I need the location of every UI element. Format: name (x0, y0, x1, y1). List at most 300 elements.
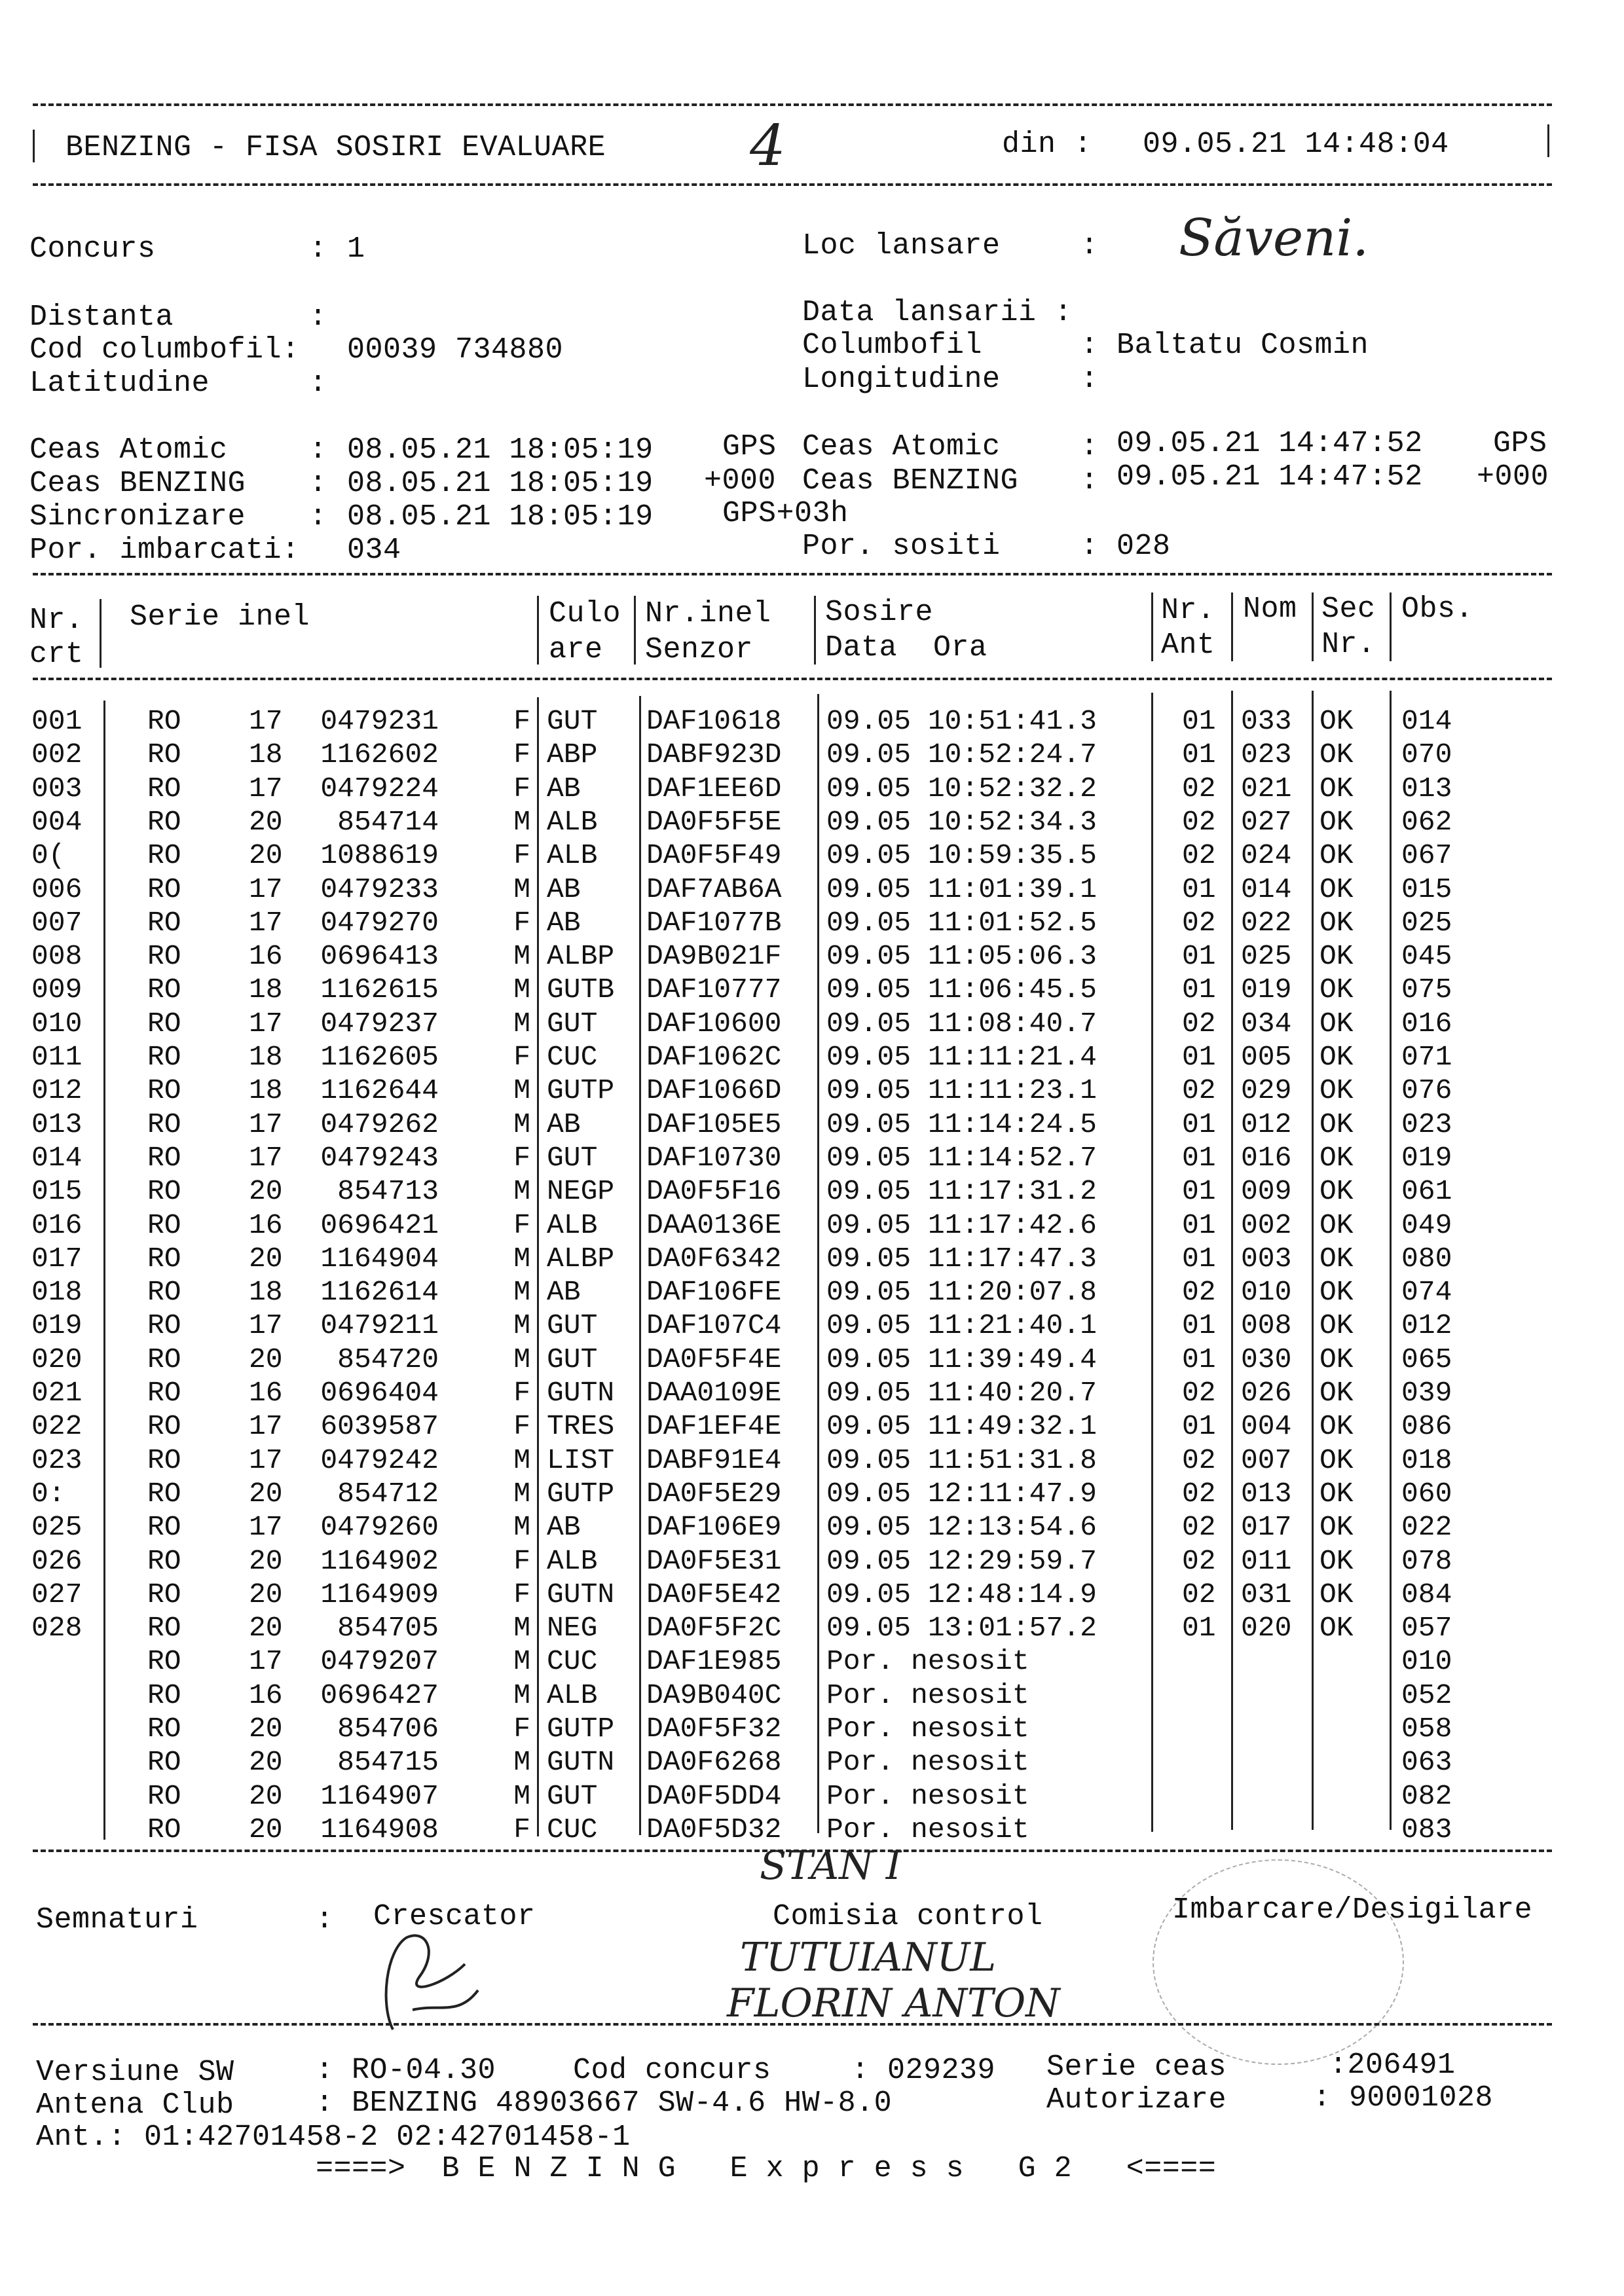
cell-country: RO (147, 1478, 181, 1510)
cell-arrival: 09.05 12:11:47.9 (826, 1478, 1097, 1510)
cell-antenna: 01 (1182, 1209, 1216, 1241)
cell-arrival: 09.05 11:21:40.1 (826, 1309, 1097, 1341)
cell-arrival: 09.05 11:08:40.7 (826, 1008, 1097, 1040)
cell-antenna: 01 (1182, 1108, 1216, 1140)
loc-lansare-sep: : (1080, 229, 1099, 263)
cell-sex: M (513, 1511, 530, 1543)
cell-color: GUT (547, 1309, 598, 1341)
cell-sex: F (513, 1410, 530, 1442)
table-row (0, 875, 1624, 909)
cell-arrival: 09.05 11:11:21.4 (826, 1041, 1097, 1073)
cell-year: 17 (249, 1008, 283, 1040)
cell-ring: 854720 (337, 1343, 439, 1376)
cell-arrival: 09.05 11:01:52.5 (826, 907, 1097, 939)
serie-ceas-value: :206491 (1329, 2049, 1456, 2082)
cell-year: 17 (249, 907, 283, 939)
cell-nr: 012 (31, 1074, 83, 1106)
cell-nr: 017 (31, 1243, 83, 1275)
cell-sex: F (513, 1545, 530, 1577)
table-row (0, 707, 1624, 740)
cell-antenna: 02 (1182, 1578, 1216, 1611)
cell-country: RO (147, 1410, 181, 1442)
cell-nr: 001 (31, 705, 83, 737)
col-header-nom: Nom (1243, 592, 1297, 626)
cell-sensor: DAF1E985 (646, 1645, 782, 1677)
versiune-label: Versiune SW (36, 2056, 234, 2089)
cell-nr: 027 (31, 1578, 83, 1611)
col-header-culo: Culo (549, 597, 621, 630)
cell-color: CUC (547, 1041, 598, 1073)
cell-sex: M (513, 1444, 530, 1476)
cell-arrival: Por. nesosit (826, 1679, 1029, 1711)
cell-year: 20 (249, 1578, 283, 1611)
cell-arrival: 09.05 10:52:32.2 (826, 773, 1097, 805)
cell-arrival: Por. nesosit (826, 1746, 1029, 1778)
cell-arrival: Por. nesosit (826, 1645, 1029, 1677)
latitudine-sep: : (309, 367, 327, 400)
cell-nr: 008 (31, 940, 83, 972)
cell-nom: 005 (1241, 1041, 1292, 1073)
cell-sensor: DAF1077B (646, 907, 782, 939)
cell-obs: 019 (1401, 1142, 1452, 1174)
cell-country: RO (147, 705, 181, 737)
cell-country: RO (147, 1444, 181, 1476)
cell-sex: F (513, 1142, 530, 1174)
cell-year: 20 (249, 1780, 283, 1812)
col-header-ant: Ant (1161, 629, 1215, 662)
club-stamp (1153, 1859, 1404, 2065)
cell-antenna: 02 (1182, 839, 1216, 871)
table-row (0, 1110, 1624, 1144)
serie-ceas-label: Serie ceas (1046, 2050, 1227, 2084)
info-divider (33, 573, 1552, 575)
cell-ring: 1088619 (320, 839, 439, 871)
table-header-divider (33, 678, 1552, 680)
col-header-are: are (549, 633, 603, 666)
hsep-sosire (1151, 592, 1153, 661)
cell-obs: 067 (1401, 839, 1452, 871)
cell-color: GUTB (547, 974, 615, 1006)
hsep-sec (1390, 592, 1392, 661)
cell-year: 17 (249, 1108, 283, 1140)
cell-nr: 028 (31, 1612, 83, 1644)
cell-antenna: 02 (1182, 1444, 1216, 1476)
cell-color: GUT (547, 1343, 598, 1376)
signature-divider (33, 2023, 1552, 2026)
col-header-serie: Serie inel (130, 600, 310, 634)
cell-arrival: 09.05 11:17:42.6 (826, 1209, 1097, 1241)
cell-sensor: DA0F5F5E (646, 806, 782, 838)
cell-ring: 854713 (337, 1175, 439, 1207)
cell-sex: M (513, 1243, 530, 1275)
signatures-sep: : (316, 1903, 334, 1937)
cell-sensor: DA0F5E29 (646, 1478, 782, 1510)
header-right-bar (1547, 124, 1549, 157)
cell-color: GUTP (547, 1074, 615, 1106)
cell-sensor: DA0F5F49 (646, 839, 782, 871)
cell-color: AB (547, 1108, 581, 1140)
cell-arrival: 09.05 10:52:24.7 (826, 738, 1097, 771)
cell-nr: 020 (31, 1343, 83, 1376)
cell-ring: 854715 (337, 1746, 439, 1778)
cell-obs: 071 (1401, 1041, 1452, 1073)
cell-year: 17 (249, 1309, 283, 1341)
cell-obs: 063 (1401, 1746, 1452, 1778)
cell-country: RO (147, 1545, 181, 1577)
cell-sex: F (513, 1578, 530, 1611)
cell-nr: 009 (31, 974, 83, 1006)
cell-year: 18 (249, 974, 283, 1006)
cell-arrival: 09.05 12:29:59.7 (826, 1545, 1097, 1577)
cell-antenna: 02 (1182, 1008, 1216, 1040)
cell-nr: 019 (31, 1309, 83, 1341)
cell-nr: 003 (31, 773, 83, 805)
antena-label: Antena Club (36, 2088, 234, 2122)
cell-country: RO (147, 1343, 181, 1376)
cell-sec: OK (1320, 1108, 1354, 1140)
cell-sensor: DA0F6342 (646, 1243, 782, 1275)
cell-sec: OK (1320, 1175, 1354, 1207)
cell-nr: 006 (31, 873, 83, 905)
cell-country: RO (147, 1645, 181, 1677)
ceas-benzing-right-suffix: +000 (1477, 460, 1549, 494)
cell-color: GUTN (547, 1377, 615, 1409)
cell-nr: 013 (31, 1108, 83, 1140)
cell-country: RO (147, 1780, 181, 1812)
cell-ring: 854712 (337, 1478, 439, 1510)
table-row (0, 1043, 1624, 1076)
cell-nom: 026 (1241, 1377, 1292, 1409)
cell-nom: 022 (1241, 907, 1292, 939)
cell-year: 20 (249, 1478, 283, 1510)
cell-year: 17 (249, 873, 283, 905)
cell-color: GUTN (547, 1578, 615, 1611)
cell-country: RO (147, 940, 181, 972)
cell-ring: 0696427 (320, 1679, 439, 1711)
cell-sensor: DAF10600 (646, 1008, 782, 1040)
cell-sensor: DAF1062C (646, 1041, 782, 1073)
cell-sex: F (513, 1041, 530, 1073)
table-row (0, 1345, 1624, 1379)
cell-ring: 1162644 (320, 1074, 439, 1106)
cell-sensor: DA0F5E31 (646, 1545, 782, 1577)
cell-year: 18 (249, 738, 283, 771)
cell-arrival: 09.05 11:14:52.7 (826, 1142, 1097, 1174)
cell-sensor: DA9B040C (646, 1679, 782, 1711)
data-lansarii-label: Data lansarii : (802, 296, 1073, 329)
cell-year: 20 (249, 1545, 283, 1577)
cell-country: RO (147, 1209, 181, 1241)
cell-year: 17 (249, 1645, 283, 1677)
cell-country: RO (147, 1679, 181, 1711)
cell-nom: 008 (1241, 1309, 1292, 1341)
table-row (0, 1245, 1624, 1278)
cell-sensor: DA9B021F (646, 940, 782, 972)
cell-year: 17 (249, 705, 283, 737)
cell-obs: 022 (1401, 1511, 1452, 1543)
hsep-serie (537, 596, 539, 665)
cell-country: RO (147, 1578, 181, 1611)
cell-obs: 016 (1401, 1008, 1452, 1040)
cell-country: RO (147, 1813, 181, 1846)
date-value: 09.05.21 14:48:04 (1143, 128, 1449, 161)
table-row (0, 1681, 1624, 1715)
table-row (0, 1177, 1624, 1211)
ceas-atomic-left-value: 08.05.21 18:05:19 (347, 433, 654, 467)
cell-sex: F (513, 1813, 530, 1846)
header-divider (33, 183, 1552, 186)
cell-sex: M (513, 1780, 530, 1812)
cell-color: GUTP (547, 1478, 615, 1510)
cell-ring: 0479233 (320, 873, 439, 905)
table-row (0, 1412, 1624, 1446)
cell-sensor: DAF107C4 (646, 1309, 782, 1341)
ceas-atomic-right-sep: : (1080, 430, 1099, 464)
cell-ring: 1162615 (320, 974, 439, 1006)
cell-color: ALB (547, 1679, 598, 1711)
cell-obs: 012 (1401, 1309, 1452, 1341)
cell-nom: 004 (1241, 1410, 1292, 1442)
table-row (0, 1278, 1624, 1311)
ceas-benzing-sep: : (309, 467, 327, 500)
cell-color: AB (547, 1276, 581, 1308)
hsep-nom (1312, 592, 1314, 661)
cell-antenna: 01 (1182, 1410, 1216, 1442)
cell-nom: 029 (1241, 1074, 1292, 1106)
cell-country: RO (147, 1175, 181, 1207)
cell-sec: OK (1320, 1041, 1354, 1073)
cell-color: ALBP (547, 940, 615, 972)
cell-ring: 0479262 (320, 1108, 439, 1140)
cell-nom: 010 (1241, 1276, 1292, 1308)
cell-color: CUC (547, 1813, 598, 1846)
cell-obs: 074 (1401, 1276, 1452, 1308)
ceas-benzing-left-suffix: +000 (704, 464, 777, 498)
cell-arrival: 09.05 10:52:34.3 (826, 806, 1097, 838)
cell-country: RO (147, 839, 181, 871)
table-row (0, 1715, 1624, 1748)
col-header-sec-nr: Nr. (1321, 628, 1376, 661)
col-header-crt: crt (29, 638, 84, 671)
cell-sec: OK (1320, 1074, 1354, 1106)
sincronizare-suffix: GPS+03h (722, 497, 849, 530)
cell-color: AB (547, 773, 581, 805)
cell-country: RO (147, 1713, 181, 1745)
cell-obs: 057 (1401, 1612, 1452, 1644)
cell-ring: 0696413 (320, 940, 439, 972)
cell-arrival: Por. nesosit (826, 1813, 1029, 1846)
table-row (0, 975, 1624, 1009)
cell-arrival: 09.05 11:49:32.1 (826, 1410, 1097, 1442)
cell-sex: F (513, 1713, 530, 1745)
ceas-atomic-left-suffix: GPS (722, 430, 777, 464)
cell-nr: 025 (31, 1511, 83, 1543)
table-row (0, 1480, 1624, 1513)
cell-obs: 065 (1401, 1343, 1452, 1376)
cell-year: 17 (249, 773, 283, 805)
cell-nr: 021 (31, 1377, 83, 1409)
cell-antenna: 01 (1182, 1142, 1216, 1174)
cell-year: 16 (249, 1679, 283, 1711)
cell-year: 20 (249, 1612, 283, 1644)
cell-sensor: DA0F5E42 (646, 1578, 782, 1611)
cell-obs: 070 (1401, 738, 1452, 771)
por-sositi-sep: : (1080, 530, 1099, 563)
cell-antenna: 02 (1182, 1511, 1216, 1543)
cell-country: RO (147, 1008, 181, 1040)
cell-nom: 031 (1241, 1578, 1292, 1611)
cell-sensor: DAF10618 (646, 705, 782, 737)
cell-nom: 021 (1241, 773, 1292, 805)
cell-sex: M (513, 1343, 530, 1376)
cell-sec: OK (1320, 806, 1354, 838)
cell-country: RO (147, 1309, 181, 1341)
cell-sec: OK (1320, 1343, 1354, 1376)
cell-sex: F (513, 1209, 530, 1241)
table-row (0, 1547, 1624, 1580)
cell-nom: 023 (1241, 738, 1292, 771)
cell-sec: OK (1320, 1444, 1354, 1476)
cell-ring: 1164904 (320, 1243, 439, 1275)
distanta-sep: : (309, 301, 327, 334)
table-row (0, 841, 1624, 875)
cell-ring: 0696404 (320, 1377, 439, 1409)
cell-color: CUC (547, 1645, 598, 1677)
cell-sec: OK (1320, 1209, 1354, 1241)
hsep-nr (100, 599, 101, 668)
cell-color: ALB (547, 806, 598, 838)
antenna-ids: Ant.: 01:42701458-2 02:42701458-1 (36, 2121, 631, 2154)
cell-country: RO (147, 1377, 181, 1409)
cell-sensor: DA0F5F16 (646, 1175, 782, 1207)
cell-antenna: 01 (1182, 974, 1216, 1006)
cell-sex: F (513, 738, 530, 771)
versiune-value: : RO-04.30 (316, 2054, 496, 2087)
cell-arrival: 09.05 13:01:57.2 (826, 1612, 1097, 1644)
cell-color: NEGP (547, 1175, 615, 1207)
report-title: BENZING - FISA SOSIRI EVALUARE (65, 131, 606, 164)
cell-arrival: Por. nesosit (826, 1780, 1029, 1812)
cell-country: RO (147, 873, 181, 905)
cell-arrival: 09.05 11:51:31.8 (826, 1444, 1097, 1476)
cell-country: RO (147, 1074, 181, 1106)
cell-country: RO (147, 773, 181, 805)
cell-sec: OK (1320, 1545, 1354, 1577)
col-header-sec: Sec (1321, 592, 1376, 626)
cell-nr: 0: (31, 1478, 65, 1510)
imbarcare-label: Imbarcare/Desigilare (1172, 1893, 1533, 1927)
cell-arrival: 09.05 11:01:39.1 (826, 873, 1097, 905)
cell-sex: M (513, 1645, 530, 1677)
page-number-handwritten: 4 (750, 113, 786, 179)
cell-sex: M (513, 1679, 530, 1711)
cell-ring: 0479224 (320, 773, 439, 805)
table-row (0, 1580, 1624, 1614)
cell-ring: 854705 (337, 1612, 439, 1644)
cell-ring: 1164908 (320, 1813, 439, 1846)
cell-obs: 039 (1401, 1377, 1452, 1409)
cell-arrival: 09.05 10:59:35.5 (826, 839, 1097, 871)
cell-year: 16 (249, 1209, 283, 1241)
cell-obs: 025 (1401, 907, 1452, 939)
cell-sex: F (513, 839, 530, 871)
cell-color: TRES (547, 1410, 615, 1442)
cell-sex: F (513, 907, 530, 939)
ceas-atomic-right-suffix: GPS (1493, 427, 1547, 460)
table-row (0, 1513, 1624, 1546)
cell-sensor: DABF923D (646, 738, 782, 771)
cell-sex: M (513, 1612, 530, 1644)
handwritten-signature-2: TUTUIANUL (740, 1935, 997, 1980)
cell-sensor: DA0F6268 (646, 1746, 782, 1778)
col-header-nr-ant: Nr. (1161, 594, 1215, 627)
por-imbarcati-label: Por. imbarcati: (29, 534, 300, 567)
hsep-culo (634, 596, 636, 665)
cell-nom: 020 (1241, 1612, 1292, 1644)
cell-nr: 023 (31, 1444, 83, 1476)
cell-year: 17 (249, 1142, 283, 1174)
cell-sensor: DAF1EF4E (646, 1410, 782, 1442)
cell-nom: 033 (1241, 705, 1292, 737)
table-row (0, 1379, 1624, 1412)
ceas-benzing-right-value: 09.05.21 14:47:52 (1116, 460, 1423, 494)
cell-sensor: DAF1066D (646, 1074, 782, 1106)
cell-nr: 0( (31, 839, 65, 871)
cell-ring: 854714 (337, 806, 439, 838)
cell-sex: F (513, 1377, 530, 1409)
cell-sensor: DAF105E5 (646, 1108, 782, 1140)
ceas-benzing-right-label: Ceas BENZING (802, 464, 1019, 498)
cell-sex: M (513, 806, 530, 838)
cell-ring: 0479243 (320, 1142, 439, 1174)
cell-sec: OK (1320, 1578, 1354, 1611)
ceas-atomic-right-label: Ceas Atomic (802, 430, 1001, 464)
cell-sex: M (513, 940, 530, 972)
cell-obs: 018 (1401, 1444, 1452, 1476)
table-row (0, 1311, 1624, 1345)
cell-sensor: DA0F5F4E (646, 1343, 782, 1376)
cell-sensor: DAF10777 (646, 974, 782, 1006)
table-row (0, 1211, 1624, 1245)
cell-sec: OK (1320, 1511, 1354, 1543)
cell-nom: 034 (1241, 1008, 1292, 1040)
cell-nom: 030 (1241, 1343, 1292, 1376)
cell-nr: 016 (31, 1209, 83, 1241)
hsep-senzor (814, 596, 816, 665)
cell-obs: 084 (1401, 1578, 1452, 1611)
cell-nom: 012 (1241, 1108, 1292, 1140)
autorizare-label: Autorizare (1046, 2083, 1227, 2117)
cod-concurs-label: Cod concurs (573, 2054, 771, 2087)
cell-year: 20 (249, 1343, 283, 1376)
columbofil-sep: : (1080, 329, 1099, 362)
cell-obs: 058 (1401, 1713, 1452, 1745)
crescator-label: Crescator (373, 1900, 536, 1933)
cell-antenna: 01 (1182, 1612, 1216, 1644)
date-label: din : (1002, 128, 1092, 161)
cell-sec: OK (1320, 873, 1354, 905)
cell-sec: OK (1320, 1612, 1354, 1644)
cell-ring: 0479270 (320, 907, 439, 939)
por-sositi-value: 028 (1116, 530, 1171, 563)
table-row (0, 740, 1624, 774)
table-row (0, 1010, 1624, 1043)
cell-year: 17 (249, 1410, 283, 1442)
ceas-benzing-label: Ceas BENZING (29, 467, 246, 500)
cell-sec: OK (1320, 907, 1354, 939)
cell-obs: 023 (1401, 1108, 1452, 1140)
concurs-label: Concurs (29, 232, 156, 266)
